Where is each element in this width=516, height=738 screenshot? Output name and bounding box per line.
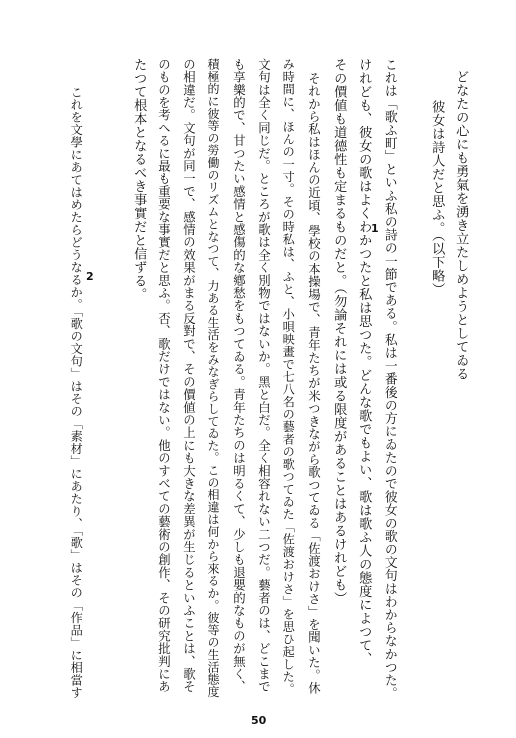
text-column-6: 文句は全く同じだ。ところが歌は全く別物ではないか。黑と白だ。全く相容れない二つだ。藝者のは、どこまで (256, 58, 272, 693)
text-column-8: 積極的に彼等の勞働のリズムとなつて、力ある生活をみなぎらしてゐた。この相違は何から來るか。彼等の生活態度 (206, 58, 220, 698)
text-column-11: たつて根本となるべき事實だと信ずる。 (131, 58, 147, 301)
text-column-4: それから私はほんの近頃、學校の本操場で、青年たちが米つきながら歌つてゐる「佐渡おけさ」を聞いた。休 (306, 72, 322, 695)
verse-line-2: 彼女は詩人だと思ふ。（以下略） (429, 100, 445, 296)
section-marker-2: 2 (86, 270, 94, 283)
text-column-9: の相違だ。文句が同一で、感情の效果がまる反對で、その價値の上にも大きな差異が生じるといふことは、歌そ (181, 58, 197, 693)
text-column-1: これは「歌ふ町」といふ私の詩の一節である。私は一番後の方にゐたので彼女の歌の文句はわからなかつた。 (381, 58, 397, 700)
text-column-7: も享樂的で、甘つたい感情と感傷的な鄕愁をもつてゐる。青年たちのは明るくて、少しも退嬰的なものが無く、 (231, 58, 247, 693)
verse-line-1: どなたの心にも勇氣を湧き立たしめようとしてゐる (453, 70, 469, 381)
page-number: 50 (251, 714, 267, 727)
text-column-12: これを文學にあてはめたらどうなるか。「歌の文句」はその「素材」にあたり、「歌」はその「作品」に相當す (69, 86, 84, 699)
text-column-5: み時間に、ほんの一寸。その時私は、ふと、小唄映畫で七八名の藝者の歌つてゐた「佐渡おけさ」を思ひ起した。 (281, 58, 296, 696)
text-column-10: のものを考へるに最も重要な事實だと思ふ。否、歌だけではない。他のすべての藝術の創作、その研究批判にあ (156, 58, 172, 693)
text-column-2: けれども、彼女の歌はよくわかつたと私は思つた。どんな歌でもよい、歌は歌ふ人の態度によつて、 (356, 58, 372, 666)
section-marker-1: 1 (371, 222, 379, 235)
text-column-3: その價値も道德性も定まるものだと。（勿論それには或る限度があることはあるけれども） (331, 58, 347, 605)
